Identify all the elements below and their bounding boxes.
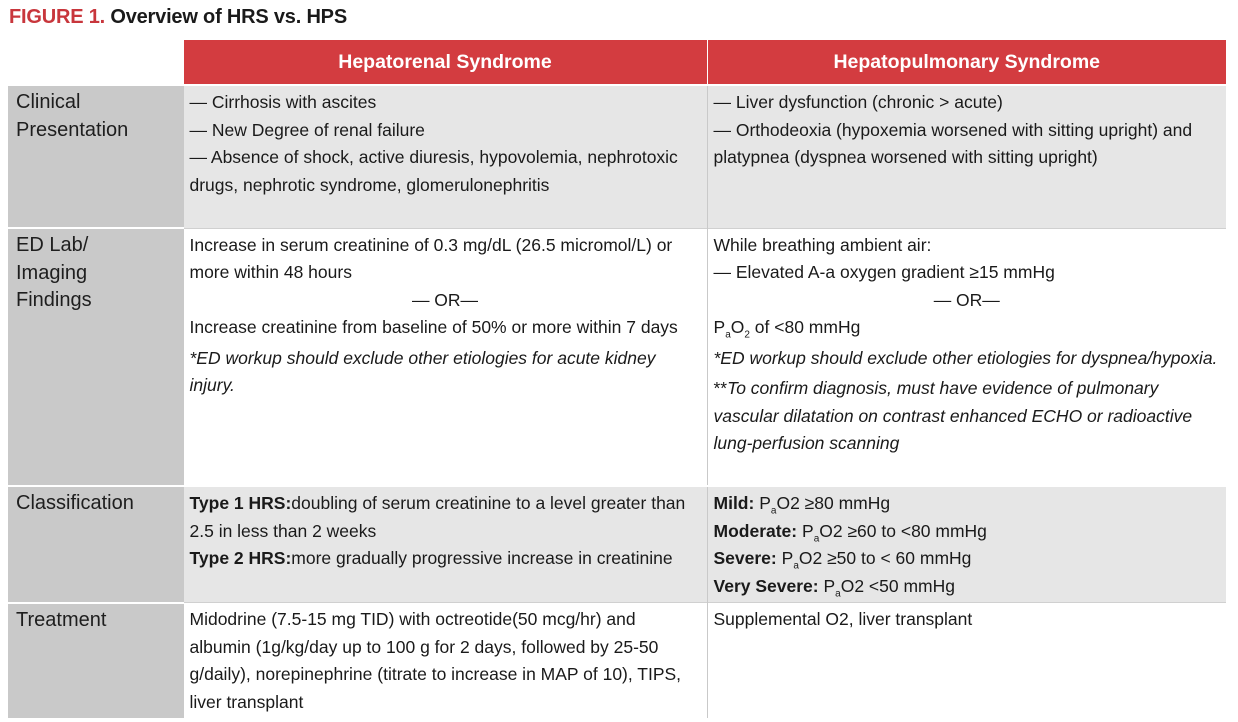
cell-clinical-hrs	[183, 85, 707, 228]
clinical-hps-line: — Orthodeoxia (hypoxemia worsened with sitting upright) and platypnea (dyspnea worsened with sitting upright)	[713, 119, 1193, 167]
row-classification	[8, 486, 1226, 603]
ed-hps-criterion-2: $P_aO_2$ of <80 mmHg	[713, 317, 861, 341]
row-label-classification: Classification	[8, 486, 183, 603]
header-row	[8, 40, 1226, 85]
ed-hrs-or: — OR—	[411, 289, 479, 310]
ed-hrs-criterion-1: Increase in serum creatinine of 0.3 mg/dL (26.5 micromol/L) or more within 48 hours	[189, 234, 673, 282]
cell-ed-hrs	[183, 228, 707, 486]
row-label-ed: ED Lab/ Imaging Findings	[8, 228, 183, 486]
classification-type2: Type 2 HRS:more gradually progressive increase in creatinine	[189, 548, 673, 568]
cell-ed-hps	[707, 228, 1226, 486]
header-blank	[8, 40, 183, 85]
clinical-hrs-line: — New Degree of renal failure	[189, 119, 425, 140]
clinical-hrs-line: — Cirrhosis with ascites	[189, 92, 377, 112]
row-clinical-presentation	[8, 85, 1226, 228]
ed-hps-criterion-1: — Elevated A-a oxygen gradient ≥15 mmHg	[713, 262, 1055, 282]
classification-type1: Type 1 HRS:doubling of serum creatinine to a level greater than 2.5 in less than 2 weeks	[189, 493, 686, 541]
classification-severe: Severe: $P_aO2 \ge 50$ to < 60 mmHg	[713, 548, 972, 572]
figure-title	[9, 6, 347, 29]
classification-moderate: Moderate: $P_aO2 \ge 60$ to <80 mmHg	[713, 520, 987, 544]
row-treatment	[8, 603, 1226, 719]
clinical-hrs-line: — Absence of shock, active diuresis, hypovolemia, nephrotoxic drugs, nephrotic syndrome, glomerulonephritis	[189, 147, 678, 195]
comparison-table	[8, 40, 1226, 718]
row-ed-findings	[8, 228, 1226, 486]
figure-title-text: Overview of HRS vs. HPS	[110, 6, 347, 28]
clinical-hps-line: — Liver dysfunction (chronic > acute)	[713, 92, 1003, 112]
classification-very-severe: Very Severe: $P_aO2 <50$ mmHg	[713, 575, 955, 599]
ed-hrs-criterion-2: Increase creatinine from baseline of 50% or more within 7 days	[189, 317, 678, 337]
ed-hps-or: — OR—	[933, 289, 1000, 310]
ed-hps-note-1: *ED workup should exclude other etiologies for dyspnea/hypoxia.	[713, 347, 1218, 368]
row-label-clinical: Clinical Presentation	[8, 85, 183, 228]
figure-label: FIGURE 1.	[9, 6, 105, 28]
row-label-treatment: Treatment	[8, 603, 183, 719]
header-hrs: Hepatorenal Syndrome	[183, 40, 707, 85]
header-hps: Hepatopulmonary Syndrome	[707, 40, 1226, 85]
cell-classification-hps	[707, 486, 1226, 603]
cell-treatment-hps: Supplemental O2, liver transplant	[707, 603, 1226, 719]
classification-mild: Mild: $P_aO2 \ge 80$ mmHg	[713, 493, 891, 517]
cell-clinical-hps	[707, 85, 1226, 228]
ed-hps-note-2: **To confirm diagnosis, must have evidence of pulmonary vascular dilatation on contrast enhanced ECHO or radioactive lung-perfusion scanning	[713, 378, 1193, 453]
ed-hps-intro: While breathing ambient air:	[713, 234, 932, 255]
cell-classification-hrs	[183, 486, 707, 603]
cell-treatment-hrs: Midodrine (7.5-15 mg TID) with octreotide(50 mcg/hr) and albumin (1g/kg/day up to 100 g for 2 days, followed by 25-50 g/daily), norepinephrine (titrate to increase in MAP of 10), TIPS, liver transplant	[183, 603, 707, 719]
ed-hrs-note: *ED workup should exclude other etiologies for acute kidney injury.	[189, 347, 656, 395]
